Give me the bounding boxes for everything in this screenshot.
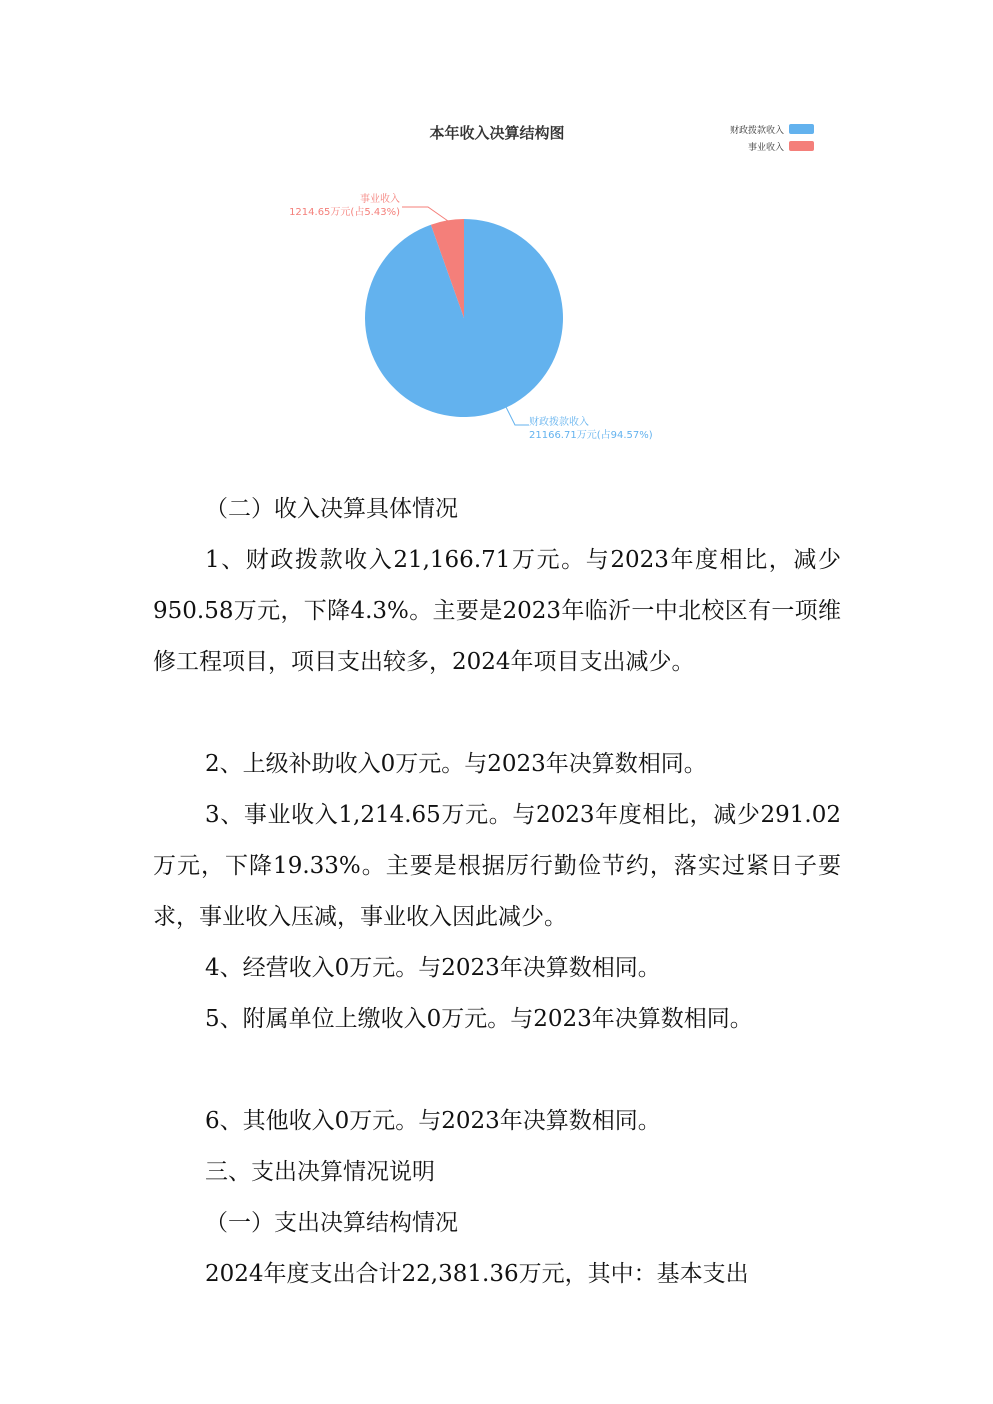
pie-label-fiscal-group [505, 405, 653, 441]
legend-swatch-fiscal [789, 124, 814, 134]
subheading-income-details: （二）收入决算具体情况 [205, 496, 458, 522]
legend-item-business[interactable] [748, 141, 814, 153]
paragraph-operating-income: 4、经营收入0万元。与2023年决算数相同。 [205, 955, 661, 981]
chart-title: 本年收入决算结构图 [429, 124, 565, 142]
section-heading-expenditure: 三、支出决算情况说明 [205, 1159, 435, 1185]
legend-label-business: 事业收入 [747, 143, 784, 153]
pie-label-fiscal-value: 21166.71万元(占94.57%) [529, 430, 653, 441]
pie-label-business-value: 1214.65万元(占5.43%) [289, 207, 400, 218]
paragraph-other-income: 6、其他收入0万元。与2023年决算数相同。 [205, 1108, 661, 1134]
legend-item-fiscal[interactable] [730, 124, 814, 136]
leader-line-fiscal [505, 405, 529, 425]
chart-legend [730, 124, 814, 153]
subheading-expenditure-structure: （一）支出决算结构情况 [205, 1210, 458, 1236]
paragraph-business-income: 3、事业收入1,214.65万元。与2023年度相比，减少291.02万元，下降19.33%。主要是根据厉行勤俭节约，落实过紧日子要求，事业收入压减，事业收入因此减少。 [153, 802, 841, 930]
pie-label-fiscal-name: 财政拨款收入 [529, 417, 589, 428]
leader-line-business [402, 207, 448, 221]
legend-swatch-business [789, 141, 814, 151]
pie-slices [365, 219, 563, 417]
paragraph-affiliate-income: 5、附属单位上缴收入0万元。与2023年决算数相同。 [205, 1006, 753, 1032]
legend-label-fiscal: 财政拨款收入 [729, 126, 784, 136]
income-structure-pie-chart [0, 0, 993, 470]
pie-label-business-name: 事业收入 [360, 194, 400, 205]
paragraph-fiscal-income: 1、财政拨款收入21,166.71万元。与2023年度相比，减少950.58万元，下降4.3%。主要是2023年临沂一中北校区有一项维修工程项目，项目支出较多，2024年项目支出减少。 [153, 547, 841, 675]
paragraph-subsidy-income: 2、上级补助收入0万元。与2023年决算数相同。 [205, 751, 707, 777]
paragraph-expenditure-total: 2024年度支出合计22,381.36万元，其中：基本支出 [205, 1261, 749, 1287]
pie-label-business-group [289, 192, 448, 221]
